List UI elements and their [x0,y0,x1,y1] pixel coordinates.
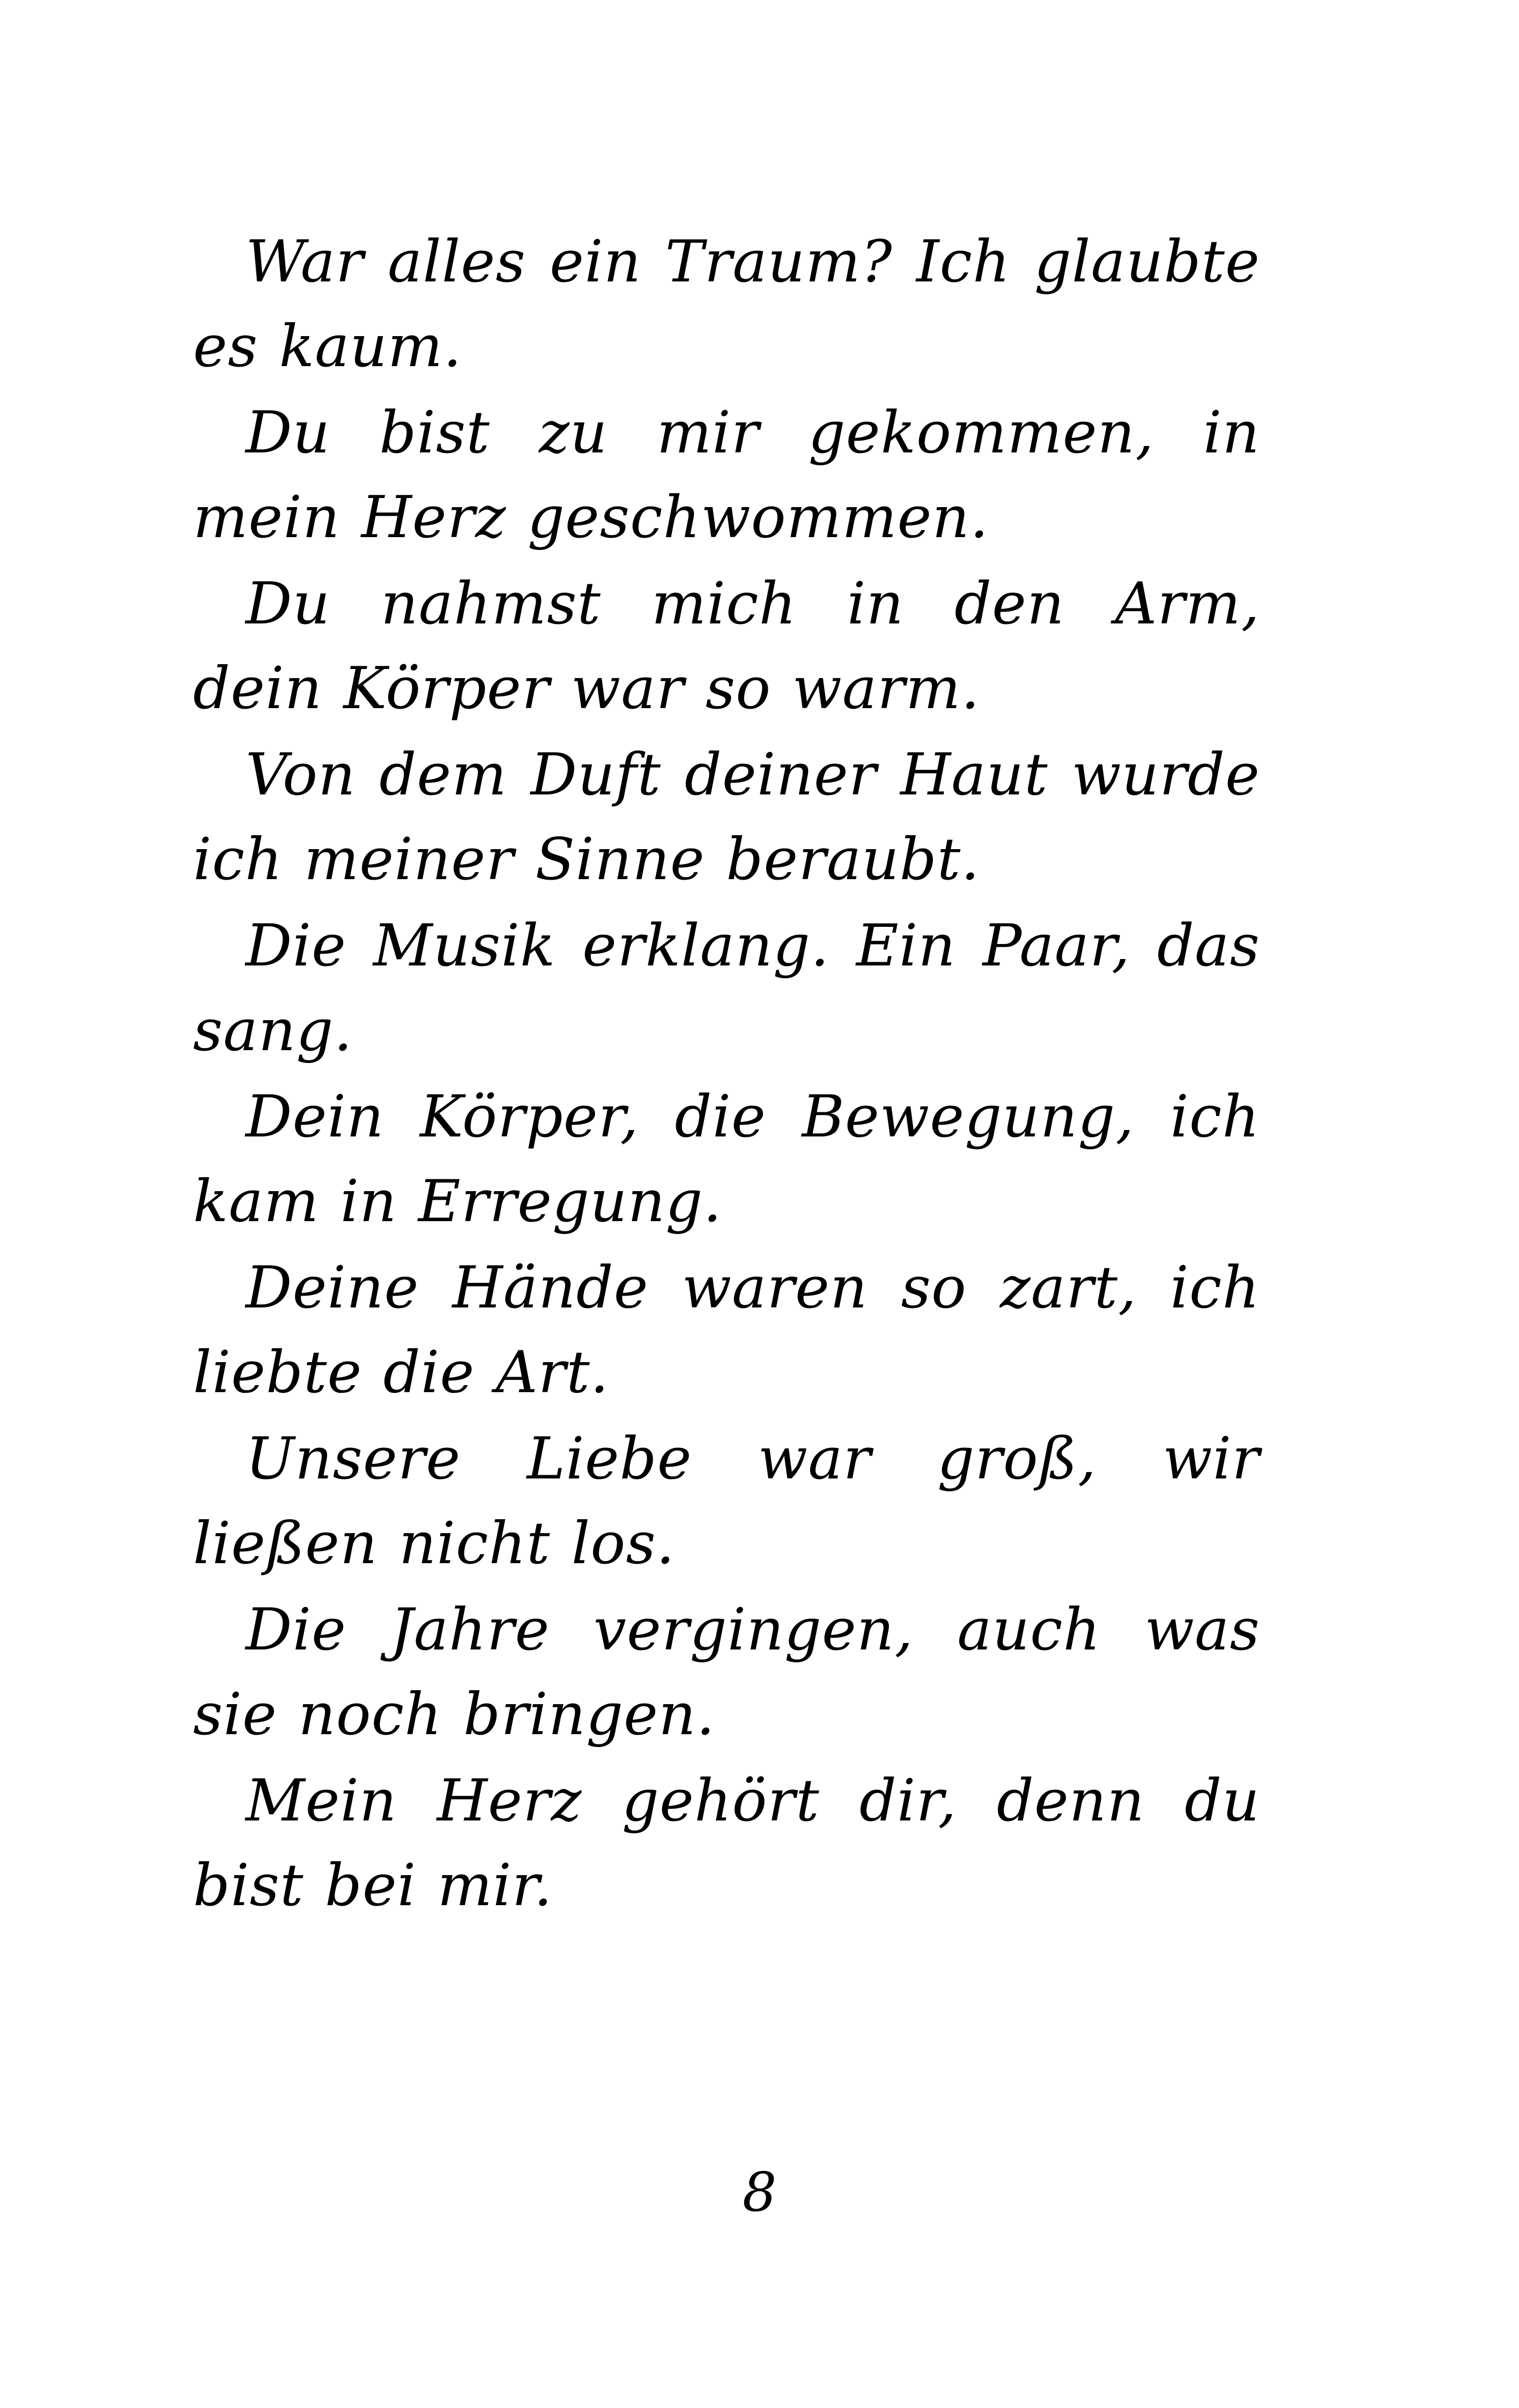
poem-line: Unsere Liebe war groß, wir ließen nicht los. [193,1425,1260,1577]
poem-line: Dein Körper, die Bewegung, ich kam in Erregung. [193,1083,1260,1235]
poem-line: Mein Herz gehört dir, denn du bist bei mir. [193,1767,1260,1919]
page-number: 8 [742,2161,777,2224]
poem-line: Von dem Duft deiner Haut wurde ich meiner Sinne beraubt. [193,741,1260,893]
poem-body [193,220,1260,1930]
poem-line: Die Musik erklang. Ein Paar, das sang. [193,912,1260,1064]
poem-line: Deine Hände waren so zart, ich liebte die Art. [193,1254,1260,1406]
poem-line: Du bist zu mir gekommen, in mein Herz geschwommen. [193,399,1260,551]
poem-line: Du nahmst mich in den Arm, dein Körper war so warm. [193,570,1260,722]
poem-line: Die Jahre vergingen, auch was sie noch bringen. [193,1596,1260,1748]
poem-line: War alles ein Traum? Ich glaubte es kaum. [193,228,1260,380]
